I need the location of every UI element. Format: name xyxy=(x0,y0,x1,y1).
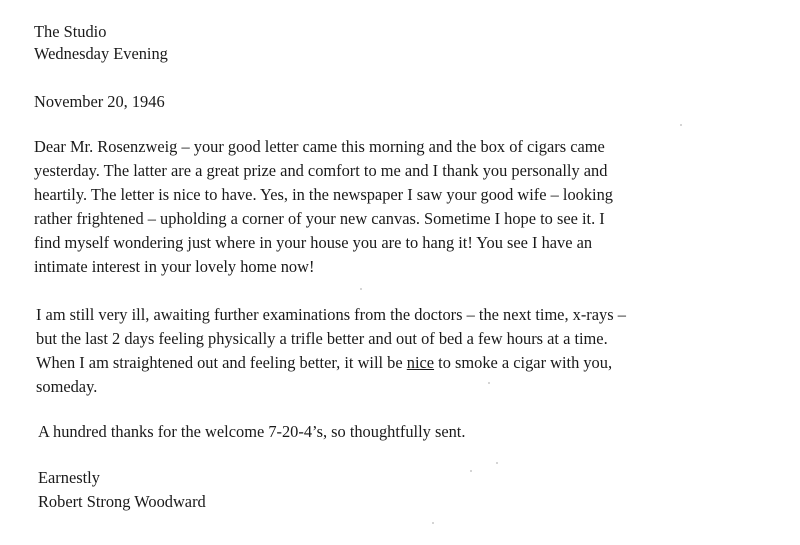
underlined-word: nice xyxy=(406,353,435,372)
paragraph-2-line: someday. xyxy=(36,377,98,396)
paragraph-2-line: but the last 2 days feeling physically a trifle better and out of bed a few hours at a time. xyxy=(36,329,608,348)
closing-salutation: Earnestly xyxy=(38,468,100,487)
scan-speck xyxy=(496,462,498,464)
paragraph-1-line: rather frightened – upholding a corner of your new canvas. Sometime I hope to see it. I xyxy=(34,209,605,228)
paragraph-2-line: I am still very ill, awaiting further examinations from the doctors – the next time, x-rays – xyxy=(36,305,626,324)
paragraph-1-line: intimate interest in your lovely home now! xyxy=(34,257,315,276)
paragraph-3: A hundred thanks for the welcome 7-20-4’s, so thoughtfully sent. xyxy=(38,422,466,441)
paragraph-2-line xyxy=(36,351,612,375)
scan-speck xyxy=(470,470,472,472)
scan-speck xyxy=(488,382,490,384)
scan-speck xyxy=(680,124,682,126)
paragraph-2-text: When I am straightened out and feeling better, it will be xyxy=(36,353,407,372)
header-time: Wednesday Evening xyxy=(34,44,168,63)
scan-speck xyxy=(432,522,434,524)
paragraph-1-line: heartily. The letter is nice to have. Yes, in the newspaper I saw your good wife – looking xyxy=(34,185,614,204)
signature-name: Robert Strong Woodward xyxy=(38,492,206,511)
paragraph-2-text: to smoke a cigar with you, xyxy=(434,353,613,372)
letter-date: November 20, 1946 xyxy=(34,92,165,111)
paragraph-1-line: find myself wondering just where in your house you are to hang it! You see I have an xyxy=(34,233,593,252)
header-location: The Studio xyxy=(34,22,107,41)
paragraph-1-line: Dear Mr. Rosenzweig – your good letter came this morning and the box of cigars came xyxy=(34,137,605,156)
paragraph-1-line: yesterday. The latter are a great prize and comfort to me and I thank you personally and xyxy=(34,161,608,180)
scan-speck xyxy=(360,288,362,290)
